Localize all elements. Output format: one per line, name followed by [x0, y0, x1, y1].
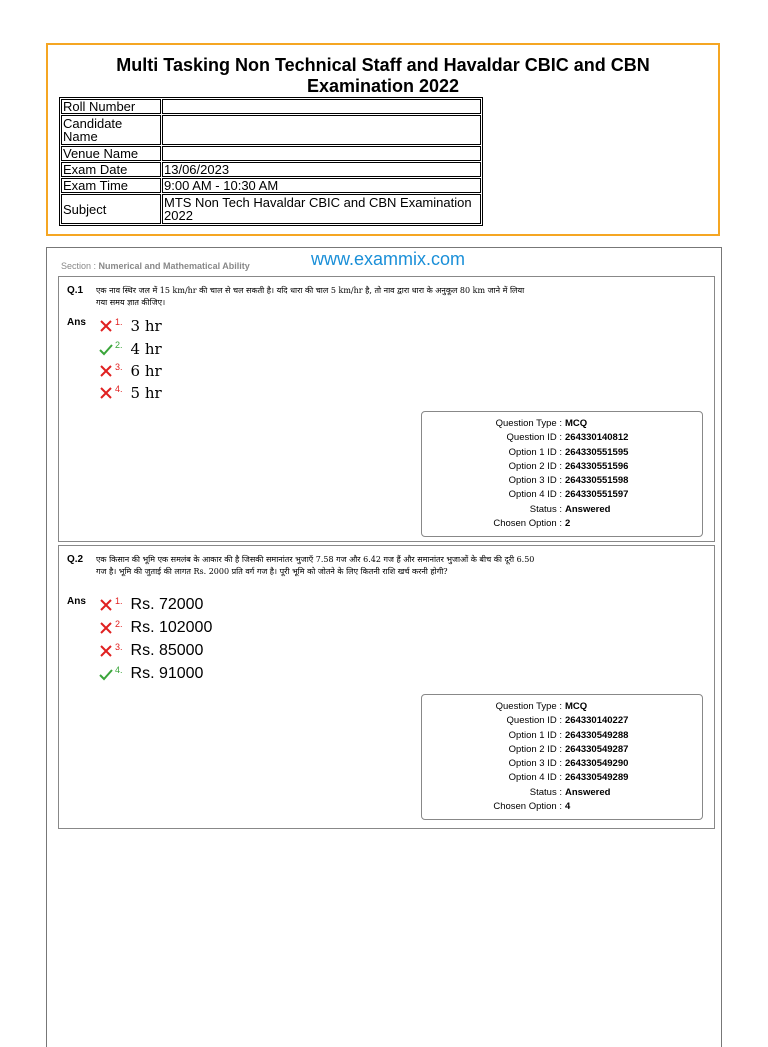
- meta-row: [422, 431, 702, 445]
- info-row-subject: [61, 194, 481, 224]
- option-number: 1.: [115, 596, 123, 606]
- info-value: [162, 99, 481, 114]
- option-2: [99, 619, 212, 639]
- meta-key: Question Type :: [495, 701, 562, 712]
- option-text: Rs. 91000: [130, 665, 204, 682]
- option-text: Rs. 102000: [130, 619, 213, 636]
- meta-row: [422, 729, 702, 743]
- info-label: Roll Number: [61, 99, 161, 114]
- info-row-roll-number: [61, 99, 481, 114]
- option-number: 4.: [115, 665, 123, 675]
- meta-row: [422, 517, 702, 531]
- watermark: www.exammix.com: [311, 249, 466, 269]
- option-number: 4.: [115, 384, 123, 394]
- meta-key: Option 2 ID :: [508, 743, 562, 755]
- info-value: [162, 146, 481, 161]
- info-label: Venue Name: [61, 146, 161, 161]
- meta-key: Question Type :: [495, 418, 562, 429]
- meta-key: Option 2 ID :: [508, 460, 562, 472]
- cross-icon: [99, 621, 113, 635]
- exam-title: Multi Tasking Non Technical Staff and Havaldar CBIC and CBN Examination 2022: [116, 55, 650, 96]
- option-3: [99, 362, 162, 382]
- meta-row: [422, 503, 702, 517]
- info-row-exam-date: [61, 162, 481, 177]
- check-icon: [99, 667, 113, 681]
- candidate-info-table: [59, 97, 483, 226]
- cross-icon: [99, 644, 113, 658]
- meta-row: [422, 786, 702, 800]
- meta-row: [422, 700, 702, 714]
- meta-value: 264330140812: [565, 432, 629, 444]
- meta-value: 264330549289: [565, 772, 629, 784]
- meta-key: Option 3 ID :: [508, 475, 562, 487]
- meta-value: MCQ: [565, 418, 588, 429]
- meta-row: [422, 460, 702, 474]
- cross-icon: [99, 598, 113, 612]
- meta-key: Option 1 ID :: [508, 446, 562, 458]
- info-label: Exam Date: [61, 162, 161, 177]
- option-1: [99, 596, 203, 616]
- meta-key: Chosen Option :: [493, 518, 562, 530]
- option-text: 4 hr: [130, 340, 162, 358]
- question-text: एक नाव स्थिर जल में 15 km/hr की चाल से चल सकती है। यदि धारा की चाल 5 km/hr है, तो नाव द्वारा धारा के अनुकूल 80 km जाने में लिया गया समय ज्ञात कीजिए।: [96, 286, 525, 307]
- question-number: Q.2: [67, 554, 84, 565]
- meta-row: [422, 757, 702, 771]
- exam-header-panel: [46, 43, 720, 236]
- cross-icon: [99, 319, 113, 333]
- meta-row: [422, 417, 702, 431]
- meta-key: Option 4 ID :: [508, 489, 562, 501]
- meta-key: Chosen Option :: [493, 801, 562, 813]
- question-meta-panel: [421, 694, 703, 820]
- question-card-2: [58, 545, 715, 829]
- meta-row: [422, 800, 702, 814]
- option-4: [99, 384, 162, 404]
- meta-value: 264330549290: [565, 758, 629, 770]
- meta-row: [422, 474, 702, 488]
- meta-row: [422, 771, 702, 785]
- meta-key: Option 4 ID :: [508, 772, 562, 784]
- option-text: 5 hr: [130, 384, 162, 402]
- ans-label: Ans: [67, 317, 86, 328]
- meta-key: Status :: [529, 503, 562, 515]
- meta-value: 264330140227: [565, 715, 629, 727]
- meta-key: Option 1 ID :: [508, 729, 562, 741]
- meta-row: [422, 488, 702, 502]
- info-row-venue-name: [61, 146, 481, 161]
- meta-value: 264330551597: [565, 489, 629, 501]
- option-1: [99, 317, 162, 337]
- option-text: 6 hr: [130, 362, 162, 380]
- info-row-exam-time: [61, 178, 481, 193]
- meta-key: Status :: [529, 786, 562, 798]
- meta-value: 4: [565, 801, 571, 813]
- option-text: Rs. 72000: [130, 596, 204, 613]
- meta-row: [422, 714, 702, 728]
- info-label: Exam Time: [61, 178, 161, 193]
- option-number: 2.: [115, 340, 123, 350]
- option-text: Rs. 85000: [130, 642, 204, 659]
- option-4: [99, 665, 203, 685]
- info-row-candidate-name: [61, 115, 481, 145]
- option-2: [99, 340, 162, 360]
- info-value: MTS Non Tech Havaldar CBIC and CBN Examination 2022: [162, 194, 481, 224]
- option-text: 3 hr: [130, 317, 162, 335]
- section-label: [61, 261, 250, 271]
- info-value: [162, 115, 481, 145]
- meta-value: 264330551596: [565, 460, 629, 472]
- section-prefix: Section :: [61, 261, 99, 271]
- cross-icon: [99, 386, 113, 400]
- info-label: Candidate Name: [61, 115, 161, 145]
- info-label: Subject: [61, 194, 161, 224]
- meta-value: 2: [565, 518, 571, 530]
- option-3: [99, 642, 203, 662]
- meta-row: [422, 743, 702, 757]
- meta-key: Option 3 ID :: [508, 758, 562, 770]
- option-number: 3.: [115, 362, 123, 372]
- ans-label: Ans: [67, 596, 86, 607]
- meta-value: 264330549287: [565, 743, 629, 755]
- section-name: Numerical and Mathematical Ability: [98, 261, 250, 271]
- question-card-1: [58, 276, 715, 542]
- meta-row: [422, 446, 702, 460]
- meta-value: Answered: [565, 503, 611, 515]
- info-value: 13/06/2023: [162, 162, 481, 177]
- option-number: 2.: [115, 619, 123, 629]
- question-meta-panel: [421, 411, 703, 537]
- option-number: 1.: [115, 317, 123, 327]
- meta-key: Question ID :: [506, 432, 562, 444]
- meta-value: MCQ: [565, 701, 588, 712]
- meta-value: Answered: [565, 786, 611, 798]
- info-value: 9:00 AM - 10:30 AM: [162, 178, 481, 193]
- cross-icon: [99, 364, 113, 378]
- question-text: एक किसान की भूमि एक समलंब के आकार की है जिसकी समानांतर भुजाएँ 7.58 गज और 6.42 गज हैं और समानांतर भुजाओं के बीच की दूरी 6.50 गज है। भूमि की जुताई की लागत Rs. 2000 प्रति वर्ग गज है। पूरी भूमि को जोतने के लिए कितनी राशि खर्च करनी होगी?: [96, 555, 535, 576]
- option-number: 3.: [115, 642, 123, 652]
- meta-key: Question ID :: [506, 715, 562, 727]
- question-sheet: [46, 247, 722, 1047]
- meta-value: 264330551595: [565, 446, 629, 458]
- check-icon: [99, 342, 113, 356]
- meta-value: 264330551598: [565, 475, 629, 487]
- meta-value: 264330549288: [565, 729, 629, 741]
- question-number: Q.1: [67, 285, 84, 296]
